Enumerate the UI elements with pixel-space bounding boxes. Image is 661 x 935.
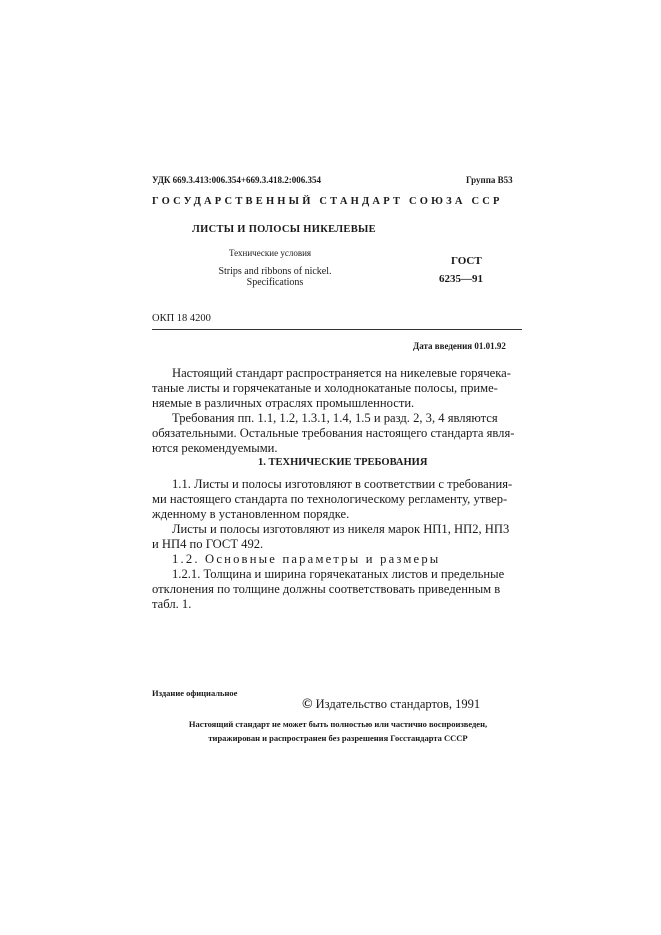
english-title-line-2: Specifications (246, 277, 304, 288)
section-line: жденному в установленном порядке. (152, 507, 350, 521)
section-subheading: 1.2. Основные параметры и размеры (172, 552, 441, 566)
section-line: 1.1. Листы и полосы изготовляют в соответствии с требования- (172, 477, 513, 491)
intro-text (152, 366, 522, 456)
section-line: табл. 1. (152, 597, 192, 611)
notice-line-2: тиражирован и распространен без разрешения Госстандарта СССР (208, 733, 468, 743)
intro-line: Требования пп. 1.1, 1.2, 1.3.1, 1.4, 1.5 и разд. 2, 3, 4 являются (172, 411, 498, 425)
gost-label: ГОСТ (451, 255, 482, 267)
copyright-icon: © (302, 697, 313, 712)
okp-code: ОКП 18 4200 (152, 313, 211, 324)
document-subtitle: Технические условия (229, 248, 312, 258)
introduction-date-value: 01.01.92 (474, 341, 506, 351)
section-line: ми настоящего стандарта по технологическому регламенту, утвер- (152, 492, 508, 506)
reproduction-notice (152, 717, 524, 745)
edition-label: Издание официальное (152, 688, 238, 698)
intro-line: ются рекомендуемыми. (152, 441, 278, 455)
section-line: Листы и полосы изготовляют из никеля марок НП1, НП2, НП3 (172, 522, 510, 536)
english-title-line-1: Strips and ribbons of nickel. (218, 266, 332, 277)
intro-line: няемые в различных отраслях промышленности. (152, 396, 415, 410)
english-title (205, 266, 345, 288)
intro-line: Настоящий стандарт распространяется на никелевые горячека- (172, 366, 511, 380)
agency-title: ГОСУДАРСТВЕННЫЙ СТАНДАРТ СОЮЗА ССР (152, 196, 503, 207)
section-heading: 1. ТЕХНИЧЕСКИЕ ТРЕБОВАНИЯ (258, 457, 428, 468)
copyright (302, 697, 480, 713)
introduction-date (413, 341, 506, 351)
copyright-text: Издательство стандартов, 1991 (315, 697, 481, 711)
udk-code: УДК 669.3.413:006.354+669.3.418.2:006.354 (152, 175, 322, 185)
document-title: ЛИСТЫ И ПОЛОСЫ НИКЕЛЕВЫЕ (192, 224, 376, 235)
section-line: отклонения по толщине должны соответствовать приведенным в (152, 582, 501, 596)
intro-line: обязательными. Остальные требования настоящего стандарта явля- (152, 426, 515, 440)
notice-line-1: Настоящий стандарт не может быть полностью или частично воспроизведен, (188, 719, 488, 729)
section-text (152, 477, 522, 612)
section-line: и НП4 по ГОСТ 492. (152, 537, 264, 551)
section-line: 1.2.1. Толщина и ширина горячекатаных листов и предельные (172, 567, 505, 581)
gost-number: 6235—91 (439, 273, 483, 285)
introduction-date-label: Дата введения (413, 341, 473, 351)
divider-line (152, 329, 522, 330)
intro-line: таные листы и горячекатаные и холоднокатаные полосы, приме- (152, 381, 498, 395)
group-code: Группа В53 (466, 175, 513, 185)
